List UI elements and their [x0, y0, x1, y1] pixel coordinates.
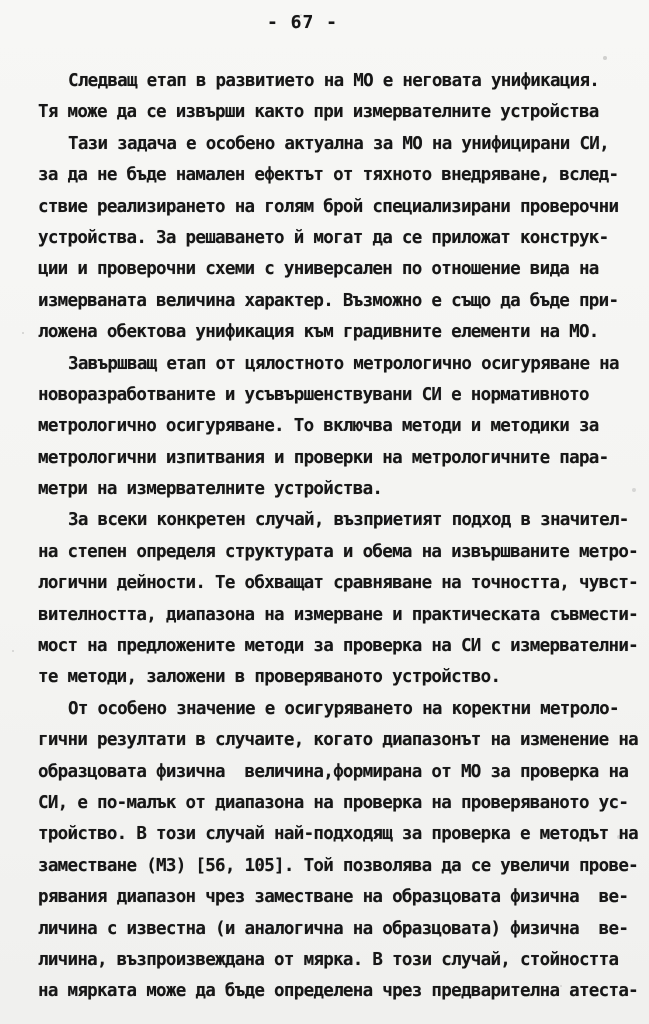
text-line: тройство. В този случай най-подходящ за проверка е методът на — [38, 824, 638, 845]
scan-noise-speckles — [0, 0, 2, 2]
page-number: - 67 - — [266, 12, 339, 33]
paragraph — [38, 129, 634, 349]
paragraph — [38, 66, 634, 129]
text-line: заместване (МЗ) [56, 105]. Той позволява да се увеличи прове- — [38, 855, 638, 876]
text-line: личина, възпроизвеждана от мярка. В този случай, стойността — [38, 949, 619, 970]
text-line: От особено значение е осигуряването на коректни метроло- — [68, 698, 619, 719]
text-line: те методи, заложени в проверяваното устройство. — [38, 667, 501, 688]
text-line: метрологично осигуряване. То включва методи и методики за — [38, 416, 599, 437]
text-line: СИ, е по-малък от диапазона на проверка на проверяваното ус- — [38, 792, 629, 813]
text-line: личина с известна (и аналогична на образцовата) физична ве- — [38, 918, 629, 939]
text-line: Следващ етап в развитието на МО е неговата унификация. — [68, 71, 600, 91]
paragraph — [38, 694, 638, 1008]
text-line: За всеки конкретен случай, възприетият подход в значител- — [68, 510, 629, 531]
text-line: на мярката може да бъде определена чрез предварителна атеста- — [38, 981, 638, 1002]
paragraph — [38, 505, 638, 693]
text-line: Завършващ етап от цялостното метрологично осигуряване на — [68, 353, 619, 374]
document-body — [38, 66, 638, 1008]
text-line: Тя може да се извърши както при измервателните устройства — [38, 102, 599, 123]
text-line: логични дейности. Те обхващат сравняване на точността, чувст- — [38, 573, 638, 594]
text-line: мост на предложените методи за проверка на СИ с измервателни- — [38, 636, 638, 657]
text-line: на степен определя структурата и обема на извършваните метро- — [38, 541, 638, 562]
text-line: рявания диапазон чрез заместване на образцовата физична ве- — [38, 887, 629, 908]
text-line: метрологични изпитвания и проверки на метрологичните пара- — [38, 447, 609, 468]
text-line: измерваната величина характер. Възможно е също да бъде при- — [38, 290, 619, 311]
text-line: устройства. За решаването й могат да се приложат конструк- — [38, 227, 609, 248]
text-line: Тази задача е особено актуална за МО на унифицирани СИ, — [68, 133, 609, 154]
paragraph — [38, 349, 634, 506]
text-line: метри на измервателните устройства. — [38, 479, 383, 500]
text-line: ции и проверочни схеми с универсален по отношение вида на — [38, 259, 599, 280]
text-line: ложена обектова унификация към градивните елементи на МО. — [38, 322, 599, 343]
text-line: за да не бъде намален ефектът от тяхното внедряване, вслед- — [38, 165, 619, 186]
text-line: вителността, диапазона на измерване и практическата съвмести- — [38, 604, 638, 625]
text-line: образцовата физична величина,формирана от МО за проверка на — [38, 761, 629, 782]
text-line: новоразработваните и усъвършенствувани СИ е нормативното — [38, 384, 589, 405]
text-line: ствие реализирането на голям брой специализирани проверочни — [38, 196, 619, 217]
text-line: гични резултати в случаите, когато диапазонът на изменение на — [38, 730, 638, 751]
